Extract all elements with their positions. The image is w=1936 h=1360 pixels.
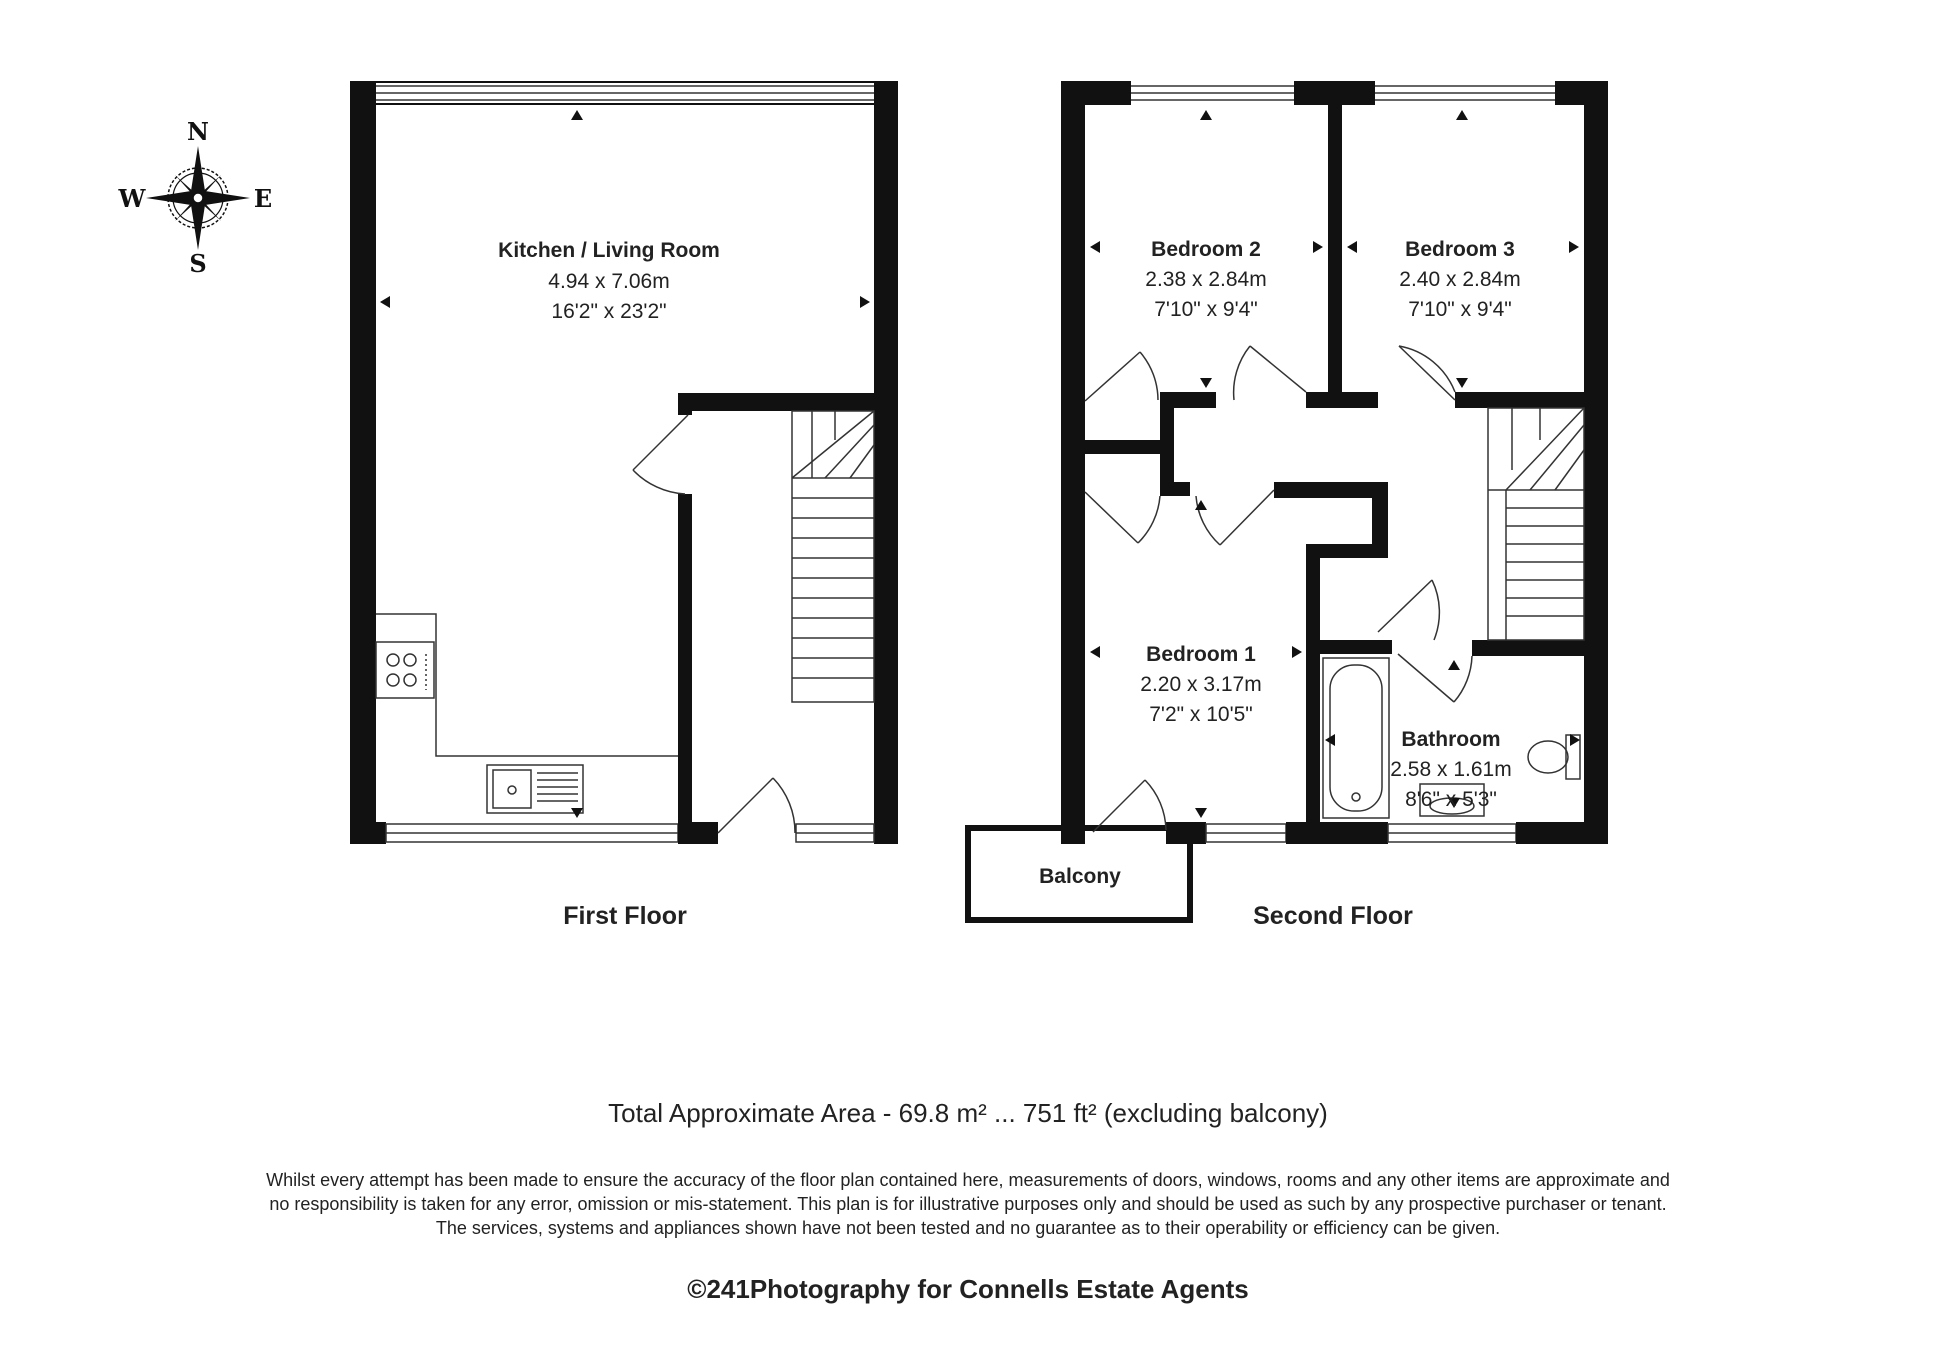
bathroom-dimensions-metric: 2.58 x 1.61m	[1390, 758, 1512, 781]
bathroom-dimensions-imperial: 8'6" x 5'3"	[1405, 788, 1497, 811]
kitchen-dimensions-metric: 4.94 x 7.06m	[548, 270, 670, 293]
second-floor-staircase	[1488, 408, 1584, 640]
compass-west-label: W	[118, 184, 146, 213]
bedroom3-window	[1375, 83, 1555, 103]
first-floor-south-wall	[350, 822, 386, 844]
bedroom3-room-name: Bedroom 3	[1405, 238, 1515, 261]
bedroom2-dimensions-imperial: 7'10" x 9'4"	[1154, 298, 1258, 321]
hall-door	[633, 415, 688, 494]
bedroom2-room-name: Bedroom 2	[1151, 238, 1261, 261]
hob	[376, 642, 434, 698]
first-floor-plan	[350, 81, 898, 930]
bedroom1-room-name: Bedroom 1	[1146, 643, 1256, 666]
kitchen-north-window	[376, 83, 874, 103]
kitchen-room-name: Kitchen / Living Room	[498, 239, 720, 262]
bedroom2-window	[1131, 83, 1294, 103]
disclaimer-line-3: The services, systems and appliances shown have not been tested and no guarantee as to their operability or efficiency can be given.	[435, 1218, 1501, 1238]
kitchen-measure-arrows	[380, 110, 870, 818]
bathroom-room-name: Bathroom	[1401, 728, 1501, 751]
kitchen-counter	[376, 614, 678, 756]
bed2-bed3-partition	[1328, 105, 1342, 401]
hall-partition-wall	[678, 494, 692, 834]
second-floor-plan	[968, 81, 1608, 930]
disclaimer-line-2: no responsibility is taken for any error, omission or mis-statement. This plan is for illustrative purposes only and should be used as such by any prospective purchaser or tenant.	[269, 1194, 1667, 1214]
hall-south-window	[796, 824, 874, 842]
bed1-bathroom-partition	[1306, 544, 1320, 844]
second-floor-east-wall	[1584, 81, 1608, 844]
second-floor-west-wall	[1061, 81, 1085, 844]
first-floor-west-wall	[350, 81, 376, 844]
kitchen-sink	[487, 765, 583, 813]
bedroom1-window	[1206, 824, 1286, 842]
bedroom3-dimensions-metric: 2.40 x 2.84m	[1399, 268, 1521, 291]
second-floor-title: Second Floor	[1253, 902, 1413, 930]
compass-north-label: N	[187, 117, 209, 146]
bedroom3-dimensions-imperial: 7'10" x 9'4"	[1408, 298, 1512, 321]
disclaimer	[0, 1168, 1936, 1240]
kitchen-dimensions-imperial: 16'2" x 23'2"	[551, 300, 667, 323]
first-floor-staircase	[792, 411, 874, 702]
first-floor-title: First Floor	[563, 902, 687, 930]
kitchen-south-window	[386, 824, 678, 842]
first-floor-east-wall	[874, 81, 898, 844]
compass-rose	[118, 117, 273, 278]
balcony-label: Balcony	[1039, 865, 1121, 888]
bedroom1-dimensions-imperial: 7'2" x 10'5"	[1149, 703, 1253, 726]
compass-east-label: E	[253, 184, 273, 213]
bedroom2-dimensions-metric: 2.38 x 2.84m	[1145, 268, 1267, 291]
front-door	[718, 778, 795, 833]
total-area-text: Total Approximate Area - 69.8 m² ... 751 ft² (excluding balcony)	[608, 1098, 1328, 1128]
copyright-text: ©241Photography for Connells Estate Agents	[687, 1274, 1249, 1304]
bathroom-window	[1388, 824, 1516, 842]
compass-south-label: S	[189, 249, 207, 278]
bedroom1-dimensions-metric: 2.20 x 3.17m	[1140, 673, 1262, 696]
disclaimer-line-1: Whilst every attempt has been made to ensure the accuracy of the floor plan contained here, measurements of doors, windows, rooms and any other items are approximate and	[266, 1170, 1670, 1190]
